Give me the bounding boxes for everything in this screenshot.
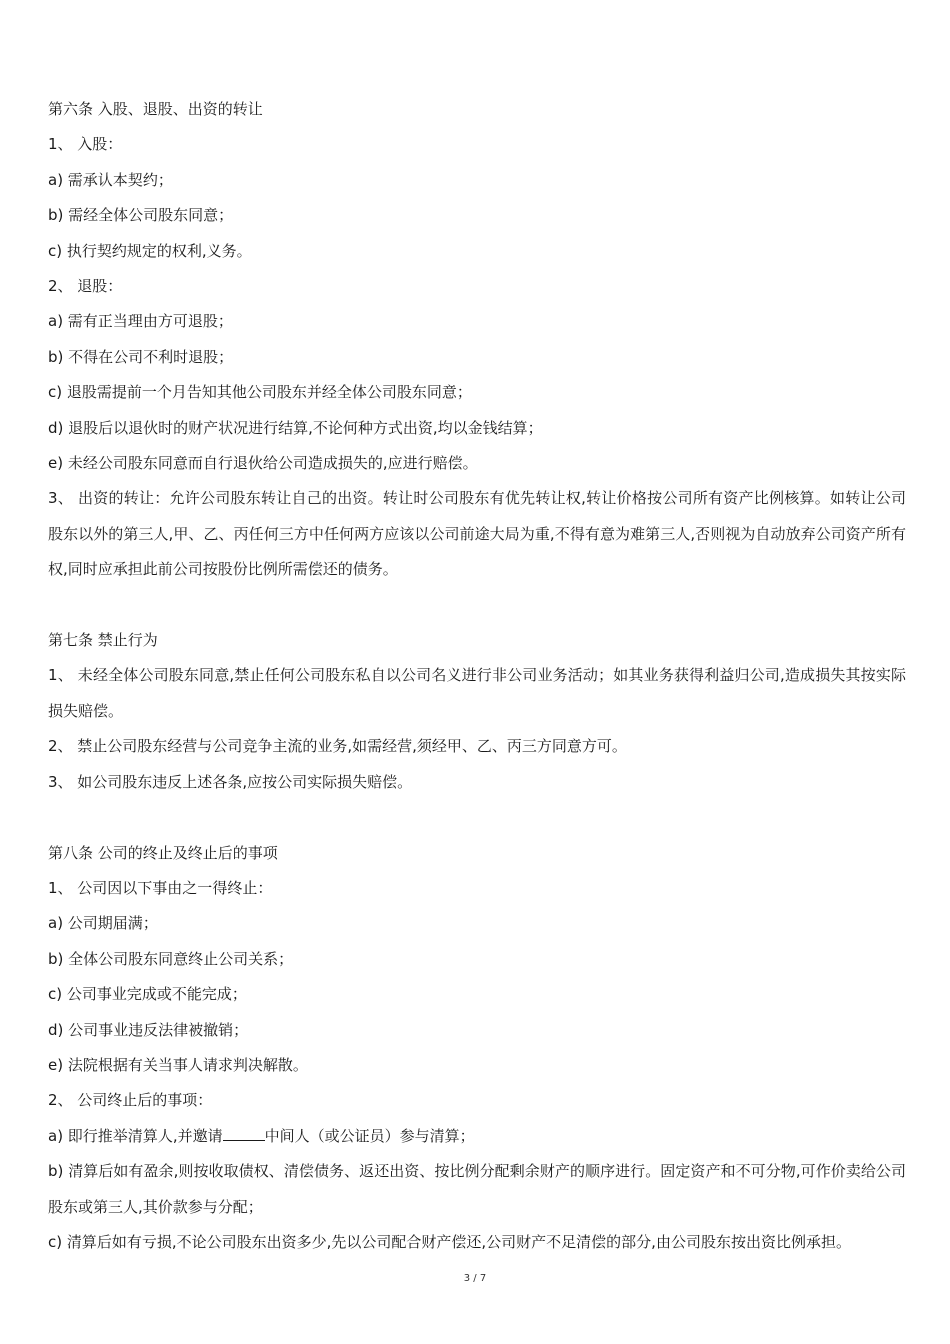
section-title-article-7: 第七条 禁止行为 [48, 631, 158, 650]
section-spacer [48, 800, 906, 835]
clause-6-1-c: c) 执行契约规定的权利,义务。 [48, 241, 252, 260]
clause-8-1-a: a) 公司期届满； [48, 914, 158, 933]
clause-8-1: 1、 公司因以下事由之一得终止： [48, 878, 273, 897]
fill-in-blank [223, 1126, 265, 1141]
section-title-article-6: 第六条 入股、退股、出资的转让 [48, 100, 263, 118]
clause-6-2-a: a) 需有正当理由方可退股； [48, 312, 233, 331]
clause-8-2-b: b) 清算后如有盈余,则按收取债权、清偿债务、返还出资、按比例分配剩余财产的顺序进行。固定资产和不可分物,可作价卖给公司股东或第三人,其价款参与分配； [48, 1162, 906, 1216]
clause-6-1-b: b) 需经全体公司股东同意； [48, 206, 234, 225]
clause-8-1-e: e) 法院根据有关当事人请求判决解散。 [48, 1055, 308, 1074]
clause-8-1-c: c) 公司事业完成或不能完成； [48, 985, 247, 1004]
clause-6-2-c: c) 退股需提前一个月告知其他公司股东并经全体公司股东同意； [48, 383, 472, 402]
clause-8-2-a-prefix: a) 即行推举清算人,并邀请 [48, 1126, 223, 1145]
clause-6-2-b: b) 不得在公司不利时退股； [48, 347, 234, 366]
clause-7-1: 1、 未经全体公司股东同意,禁止任何公司股东私自以公司名义进行非公司业务活动；如其业务获得利益归公司,造成损失其按实际损失赔偿。 [48, 666, 906, 720]
clause-6-1: 1、 入股： [48, 135, 123, 154]
document-body [48, 92, 906, 1260]
section-spacer [48, 588, 906, 623]
clause-6-2: 2、 退股： [48, 277, 123, 296]
clause-6-2-e: e) 未经公司股东同意而自行退伙给公司造成损失的,应进行赔偿。 [48, 454, 478, 473]
clause-6-3: 3、 出资的转让：允许公司股东转让自己的出资。转让时公司股东有优先转让权,转让价格按公司所有资产比例核算。如转让公司股东以外的第三人,甲、乙、丙任何三方中任何两方应该以公司前途大局为重,不得有意为难第三人,否则视为自动放弃公司资产所有权,同时应承担此前公司按股份比例所需偿还的债务。 [48, 489, 906, 579]
clause-8-2: 2、 公司终止后的事项： [48, 1091, 213, 1110]
clause-7-3: 3、 如公司股东违反上述各条,应按公司实际损失赔偿。 [48, 772, 413, 791]
clause-6-1-a: a) 需承认本契约； [48, 170, 173, 189]
clause-7-2: 2、 禁止公司股东经营与公司竞争主流的业务,如需经营,须经甲、乙、丙三方同意方可。 [48, 737, 627, 756]
clause-6-2-d: d) 退股后以退伙时的财产状况进行结算,不论何种方式出资,均以金钱结算； [48, 418, 543, 437]
clause-8-2-c: c) 清算后如有亏损,不论公司股东出资多少,先以公司配合财产偿还,公司财产不足清偿的部分,由公司股东按出资比例承担。 [48, 1232, 851, 1251]
section-title-article-8: 第八条 公司的终止及终止后的事项 [48, 843, 278, 862]
clause-8-1-b: b) 全体公司股东同意终止公司关系； [48, 949, 294, 968]
clause-8-2-a-suffix: 中间人（或公证员）参与清算； [264, 1126, 475, 1145]
page-number: 3 / 7 [463, 1273, 487, 1284]
clause-8-2-a [48, 1119, 906, 1154]
clause-8-1-d: d) 公司事业违反法律被撤销； [48, 1020, 249, 1039]
